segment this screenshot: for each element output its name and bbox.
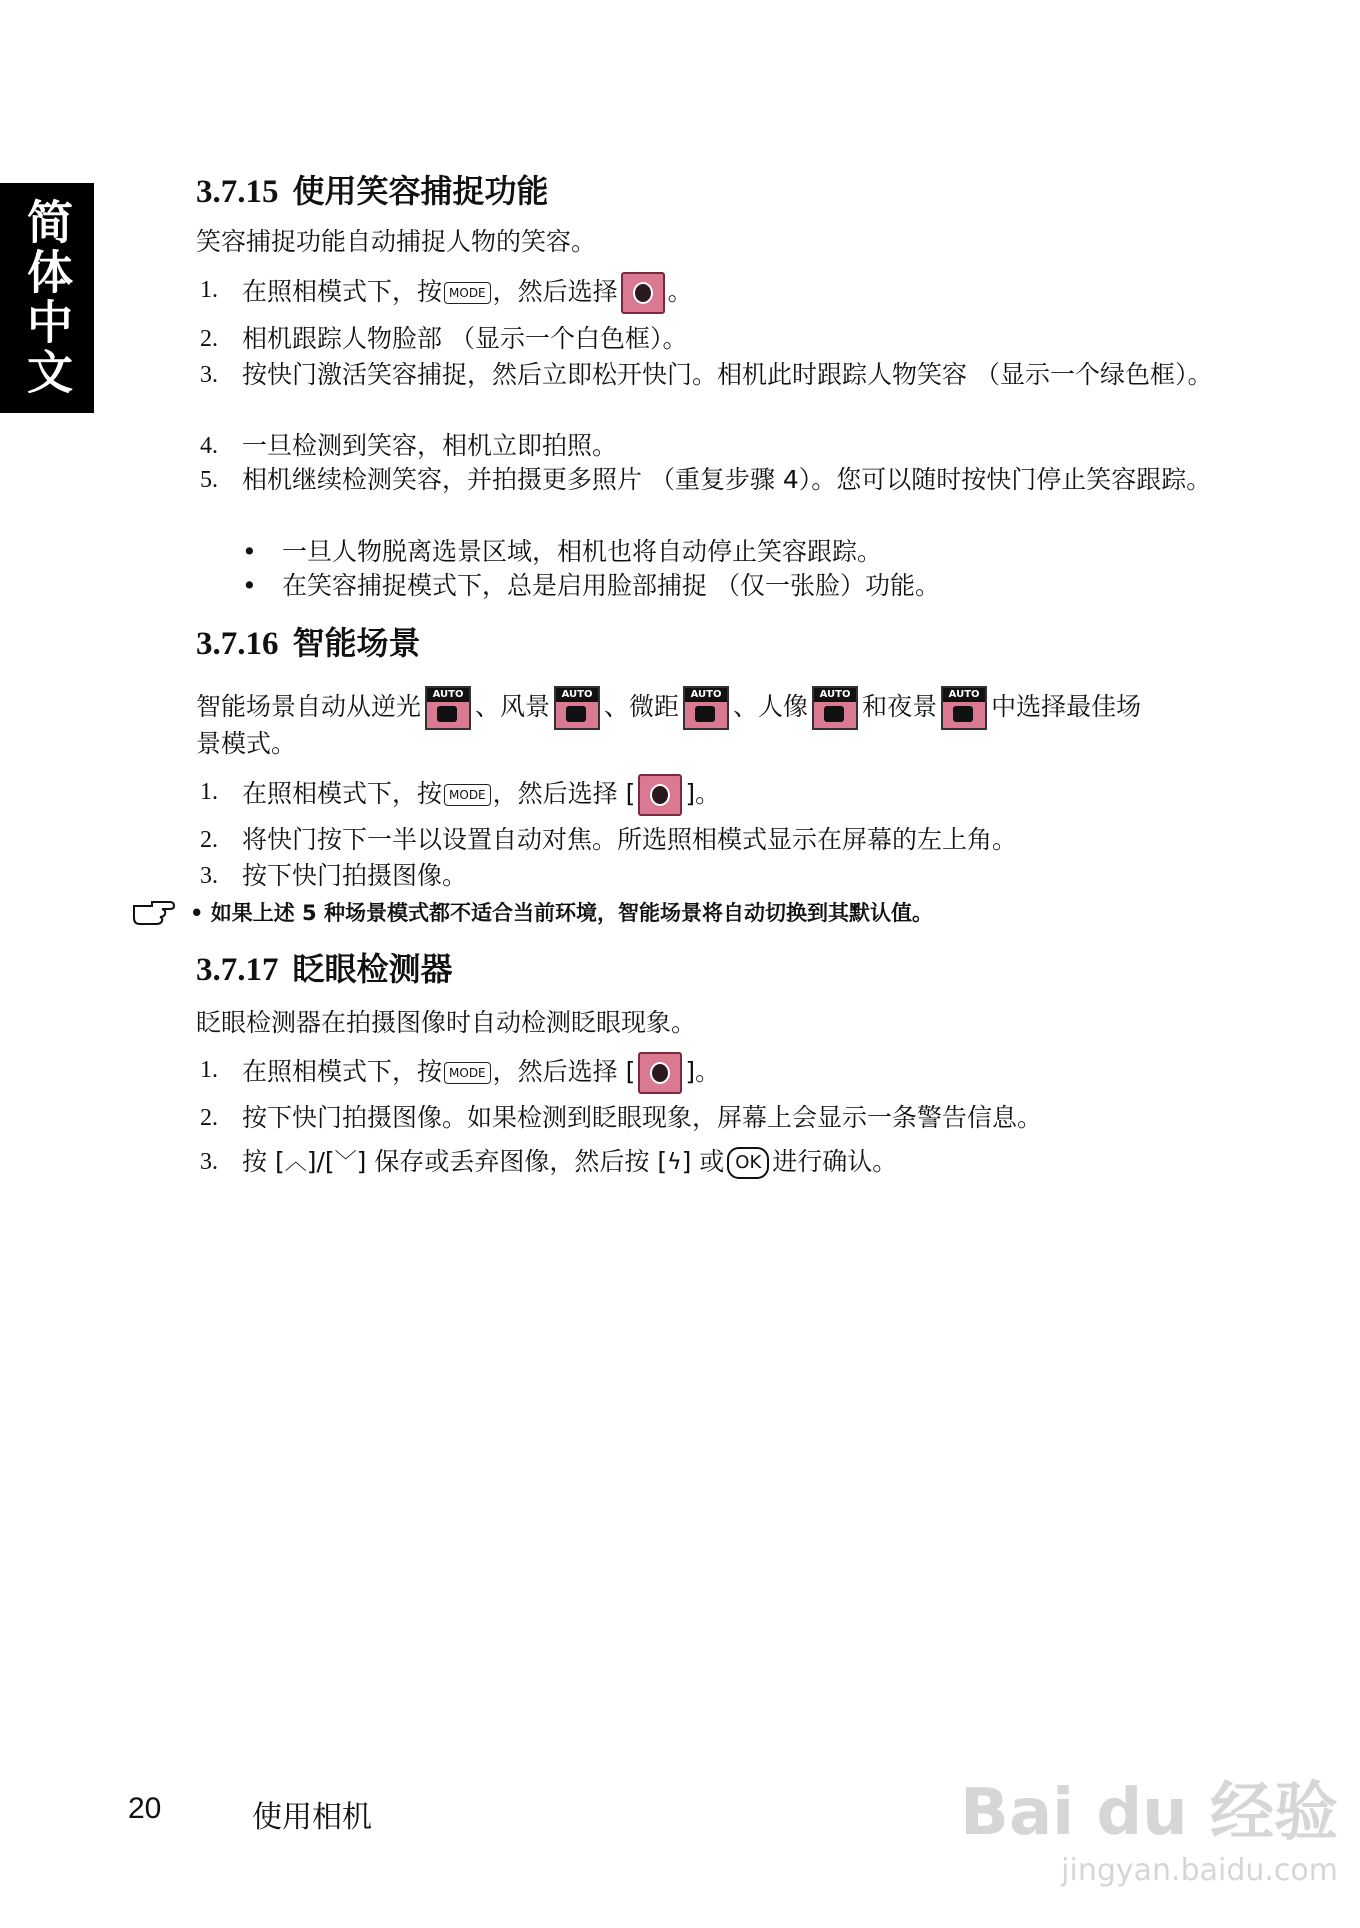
section-intro: 智能场景自动从逆光 AUTO 、风景 AUTO 、微距 AUTO 、人像 AUTO 和夜景 AUTO 中选择最佳场 xyxy=(196,686,1141,730)
section-intro: 眨眼检测器在拍摄图像时自动检测眨眼现象。 xyxy=(196,1008,697,1037)
list-item: 2. 将快门按下一半以设置自动对焦。所选照相模式显示在屏幕的左上角。 xyxy=(200,825,1018,854)
list-item: 5. 相机继续检测笑容，并拍摄更多照片 （重复步骤 4）。您可以随时按快门停止笑容跟踪。 xyxy=(200,465,1212,494)
blink-detection-icon xyxy=(638,1052,682,1094)
section-intro: 笑容捕捉功能自动捕捉人物的笑容。 xyxy=(196,227,597,256)
auto-landscape-icon: AUTO xyxy=(554,686,600,730)
list-item: 4. 一旦检测到笑容，相机立即拍照。 xyxy=(200,431,618,460)
watermark-url: jingyan.baidu.com xyxy=(1061,1853,1338,1888)
auto-night-icon: AUTO xyxy=(941,686,987,730)
list-item: 1. 在照相模式下，按 MODE ，然后选择 。 xyxy=(242,272,693,314)
smart-scene-icon xyxy=(638,774,682,816)
up-arrow-icon: ︿ xyxy=(284,1150,307,1175)
section-intro-continued: 景模式。 xyxy=(196,729,297,758)
section-number: 3.7.17 xyxy=(196,952,279,988)
list-item: 1. 在照相模式下，按 MODE ，然后选择 [ ]。 xyxy=(242,774,720,816)
language-side-tab xyxy=(0,183,94,413)
section-title: 使用笑容捕捉功能 xyxy=(292,172,549,210)
note-text: • 如果上述 5 种场景模式都不适合当前环境，智能场景将自动切换到其默认值。 xyxy=(190,901,933,925)
section-heading-3-7-17 xyxy=(196,944,453,990)
side-tab-label: 简体中文 xyxy=(20,198,74,398)
note-hand-icon xyxy=(132,898,176,926)
list-item: 2. 相机跟踪人物脸部 （显示一个白色框）。 xyxy=(200,324,688,353)
section-title: 智能场景 xyxy=(292,624,421,662)
bullet-item: • 在笑容捕捉模式下，总是启用脸部捕捉 （仅一张脸）功能。 xyxy=(242,571,940,600)
list-item: 3. 按快门激活笑容捕捉，然后立即松开快门。相机此时跟踪人物笑容 （显示一个绿色框）。 xyxy=(200,360,1213,389)
section-heading-3-7-16 xyxy=(196,618,421,664)
section-number: 3.7.16 xyxy=(196,626,279,662)
page-number: 20 xyxy=(128,1792,162,1825)
auto-macro-icon: AUTO xyxy=(683,686,729,730)
baidu-watermark xyxy=(960,1761,1338,1888)
mode-key-icon: MODE xyxy=(444,1062,491,1084)
auto-backlight-icon: AUTO xyxy=(425,686,471,730)
ok-button-icon: OK xyxy=(727,1147,769,1179)
mode-key-icon: MODE xyxy=(444,282,491,304)
section-title: 眨眼检测器 xyxy=(292,950,453,988)
watermark-logo-text: Bai du 经验 xyxy=(960,1776,1338,1850)
list-item: 2. 按下快门拍摄图像。如果检测到眨眼现象，屏幕上会显示一条警告信息。 xyxy=(200,1103,1043,1132)
list-item: 3. 按 [︿]/[﹀] 保存或丢弃图像，然后按 [ϟ] 或 OK 进行确认。 xyxy=(242,1144,897,1181)
section-heading-3-7-15 xyxy=(196,166,549,212)
down-arrow-icon: ﹀ xyxy=(334,1150,357,1175)
footer-chapter-label: 使用相机 xyxy=(252,1800,372,1835)
mode-key-icon: MODE xyxy=(444,784,491,806)
list-item: 3. 按下快门拍摄图像。 xyxy=(200,861,468,890)
smile-capture-icon xyxy=(621,272,665,314)
auto-portrait-icon: AUTO xyxy=(812,686,858,730)
list-item: 1. 在照相模式下，按 MODE ，然后选择 [ ]。 xyxy=(242,1052,720,1094)
section-number: 3.7.15 xyxy=(196,174,279,210)
bullet-item: • 一旦人物脱离选景区域，相机也将自动停止笑容跟踪。 xyxy=(242,537,883,566)
flash-icon: ϟ xyxy=(667,1150,682,1175)
